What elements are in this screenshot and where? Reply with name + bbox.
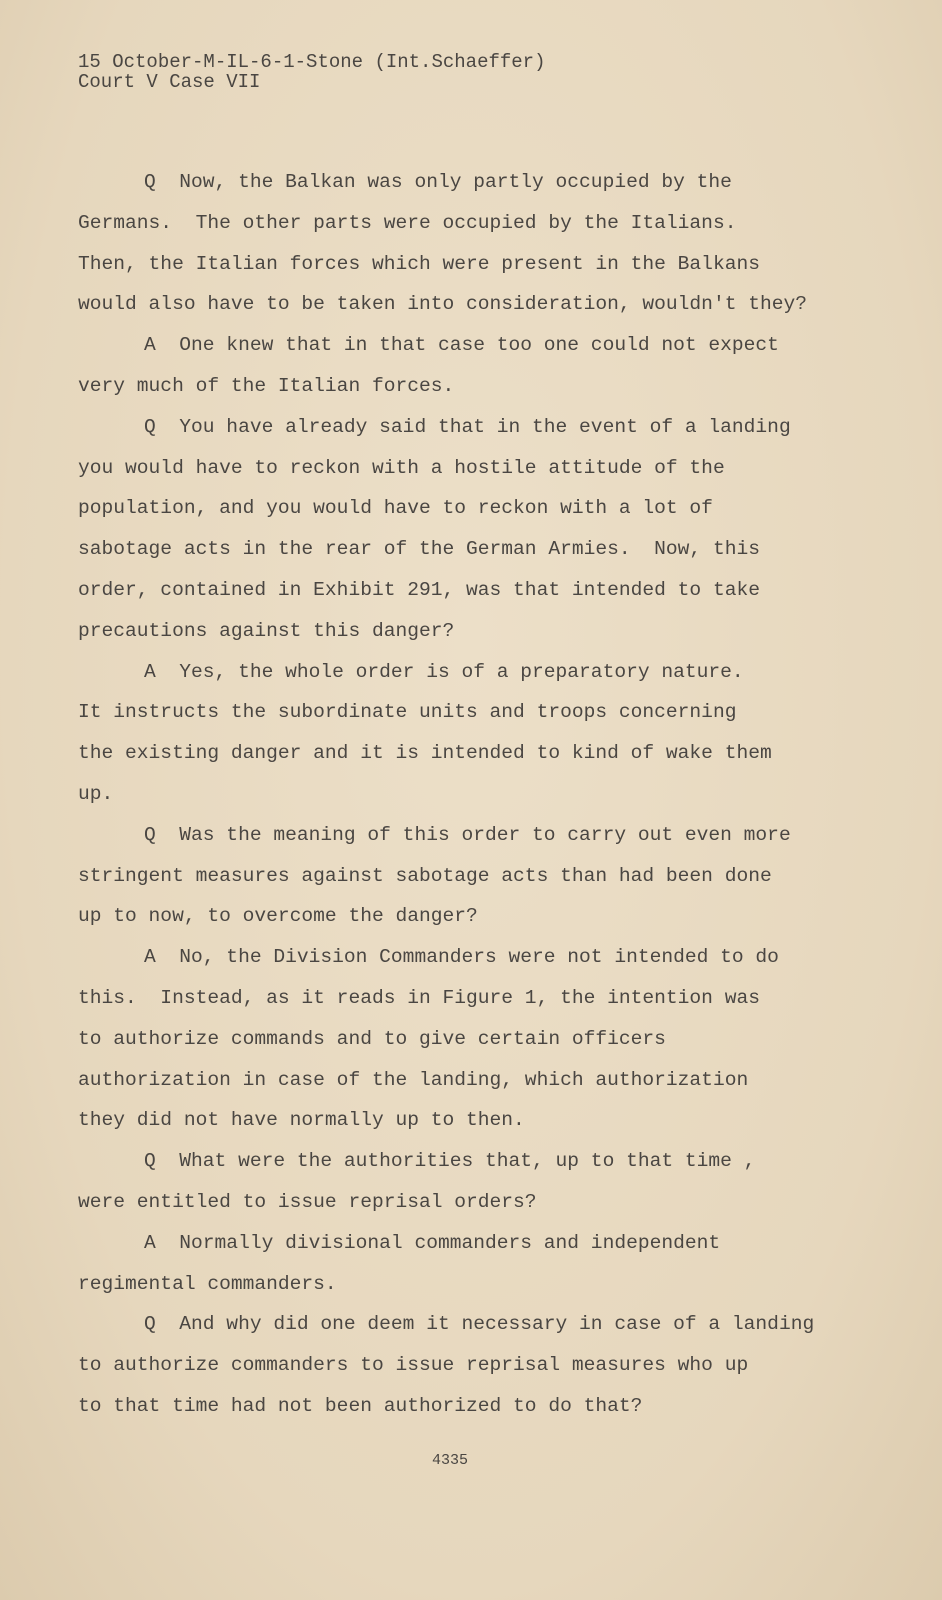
text-line: precautions against this danger?: [78, 619, 455, 642]
text-line: the existing danger and it is intended to kind of wake them: [78, 742, 772, 765]
text-line: were entitled to issue reprisal orders?: [78, 1190, 537, 1213]
question-line: Q Now, the Balkan was only partly occupied by the: [144, 171, 732, 193]
text-line: to that time had not been authorized to do that?: [78, 1394, 643, 1417]
text-line: to authorize commanders to issue reprisal measures who up: [78, 1354, 749, 1377]
text-line: up to now, to overcome the danger?: [78, 905, 478, 928]
answer-line: A Normally divisional commanders and independent: [144, 1231, 721, 1254]
answer-line: A No, the Division Commanders were not intended to do: [144, 946, 779, 969]
text-line: this. Instead, as it reads in Figure 1, the intention was: [78, 986, 760, 1009]
text-line: they did not have normally up to then.: [78, 1109, 525, 1132]
question-line: Q And why did one deem it necessary in case of a landing: [144, 1313, 815, 1336]
text-line: would also have to be taken into consideration, wouldn't they?: [78, 293, 808, 316]
text-line: you would have to reckon with a hostile attitude of the: [78, 456, 725, 479]
text-line: population, and you would have to reckon with a lot of: [78, 497, 713, 520]
header-line-2: Court V Case VII: [78, 71, 261, 93]
header-line-1: 15 October-M-IL-6-1-Stone (Int.Schaeffer): [78, 51, 546, 73]
text-line: very much of the Italian forces.: [78, 374, 455, 397]
answer-line: A Yes, the whole order is of a preparatory nature.: [144, 660, 744, 683]
question-line: Q What were the authorities that, up to that time ,: [144, 1150, 756, 1173]
text-line: Then, the Italian forces which were present in the Balkans: [78, 252, 760, 275]
question-line: Q You have already said that in the event of a landing: [144, 415, 791, 438]
answer-line: A One knew that in that case too one could not expect: [144, 334, 779, 357]
text-line: authorization in case of the landing, which authorization: [78, 1068, 749, 1091]
text-line: stringent measures against sabotage acts than had been done: [78, 864, 772, 887]
text-line: Germans. The other parts were occupied by the Italians.: [78, 211, 737, 234]
text-line: regimental commanders.: [78, 1272, 337, 1295]
text-line: It instructs the subordinate units and troops concerning: [78, 701, 737, 724]
text-line: up.: [78, 782, 114, 805]
question-line: Q Was the meaning of this order to carry out even more: [144, 823, 791, 846]
text-line: order, contained in Exhibit 291, was that intended to take: [78, 578, 760, 601]
text-line: to authorize commands and to give certain officers: [78, 1027, 666, 1050]
text-line: sabotage acts in the rear of the German Armies. Now, this: [78, 538, 760, 561]
page-number: 4335: [432, 1452, 469, 1469]
transcript-body: [78, 162, 878, 1427]
